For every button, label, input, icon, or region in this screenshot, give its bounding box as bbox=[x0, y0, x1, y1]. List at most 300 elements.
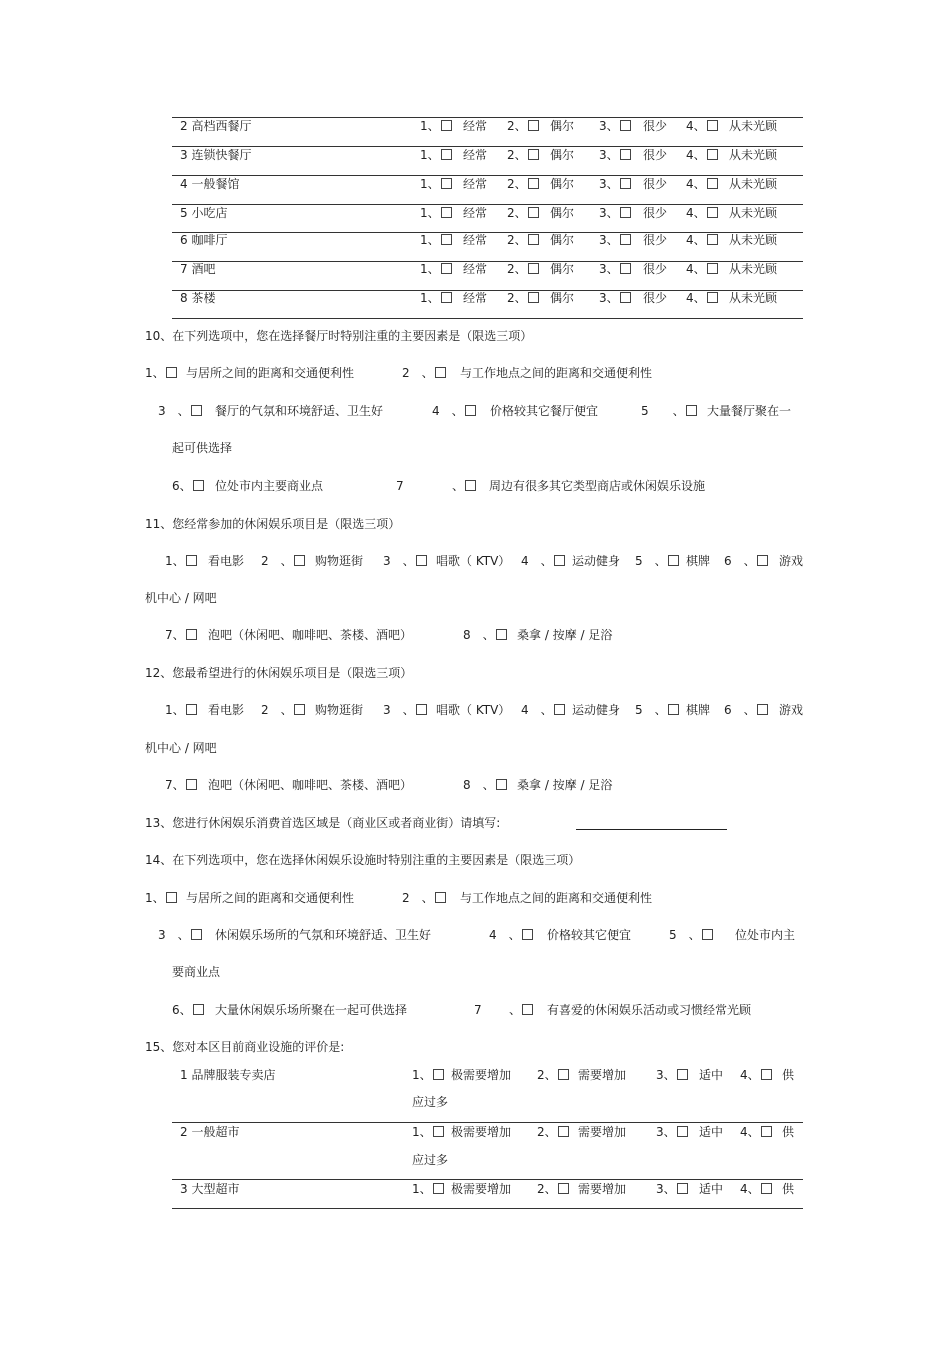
option[interactable] bbox=[172, 479, 205, 493]
option-2[interactable] bbox=[537, 1068, 570, 1082]
option-label: 休闲娱乐场所的气氛和环境舒适、卫生好 bbox=[215, 928, 432, 942]
option-number: 3、 bbox=[599, 291, 619, 305]
checkbox-icon[interactable] bbox=[191, 405, 202, 416]
option-label: 看电影 bbox=[208, 703, 245, 717]
option[interactable] bbox=[261, 703, 306, 717]
option[interactable] bbox=[432, 404, 477, 418]
checkbox-icon[interactable] bbox=[433, 1183, 444, 1194]
row-label: 3 连锁快餐厅 bbox=[180, 148, 252, 162]
option-number: 3、 bbox=[656, 1182, 676, 1196]
checkbox-icon[interactable] bbox=[416, 704, 427, 715]
checkbox-icon[interactable] bbox=[528, 234, 539, 245]
option-1[interactable] bbox=[412, 1068, 445, 1082]
option-number: 4、 bbox=[686, 148, 706, 162]
option-number: 2、 bbox=[507, 291, 527, 305]
row-divider bbox=[172, 175, 803, 176]
option[interactable] bbox=[635, 554, 680, 568]
option-label: 唱歌（ KTV） bbox=[436, 554, 511, 568]
option-4[interactable] bbox=[686, 291, 719, 305]
option-number: 1、 bbox=[420, 119, 440, 133]
option-label: 经常 bbox=[463, 119, 488, 133]
option-label: 经常 bbox=[463, 233, 488, 247]
option-label: 运动健身 bbox=[572, 703, 621, 717]
option[interactable] bbox=[402, 891, 447, 905]
option-number: 1、 bbox=[420, 262, 440, 276]
option-number: 2、 bbox=[507, 233, 527, 247]
option-1[interactable] bbox=[420, 233, 453, 247]
option-number: 2、 bbox=[507, 177, 527, 191]
question-title: 10、在下列选项中，您在选择餐厅时特别注重的主要因素是（限选三项） bbox=[145, 329, 533, 343]
option-number: 2、 bbox=[537, 1125, 557, 1139]
option-number: 3 、 bbox=[383, 703, 415, 717]
option-label: 价格较其它便宜 bbox=[547, 928, 632, 942]
option[interactable] bbox=[165, 703, 198, 717]
checkbox-icon[interactable] bbox=[528, 120, 539, 131]
option-label: 唱歌（ KTV） bbox=[436, 703, 511, 717]
checkbox-icon[interactable] bbox=[186, 629, 197, 640]
option-label: 偶尔 bbox=[550, 119, 575, 133]
option-number: 2 、 bbox=[261, 703, 293, 717]
checkbox-icon[interactable] bbox=[620, 178, 631, 189]
option-number: 3、 bbox=[599, 262, 619, 276]
option-label: 偶尔 bbox=[550, 148, 575, 162]
option-number: 7、 bbox=[165, 778, 185, 792]
checkbox-icon[interactable] bbox=[528, 178, 539, 189]
checkbox-icon[interactable] bbox=[558, 1126, 569, 1137]
checkbox-icon[interactable] bbox=[761, 1126, 772, 1137]
option-4[interactable] bbox=[740, 1182, 773, 1196]
row-label: 4 一般餐馆 bbox=[180, 177, 240, 191]
checkbox-icon[interactable] bbox=[554, 555, 565, 566]
option-label: 从未光顾 bbox=[729, 148, 778, 162]
row-divider bbox=[172, 204, 803, 205]
checkbox-icon[interactable] bbox=[528, 292, 539, 303]
question-title: 15、您对本区目前商业设施的评价是: bbox=[145, 1040, 345, 1054]
option-number: 1、 bbox=[165, 703, 185, 717]
option[interactable] bbox=[463, 778, 508, 792]
checkbox-icon[interactable] bbox=[441, 120, 452, 131]
option-label: 应过多 bbox=[412, 1095, 449, 1109]
option-label: 与工作地点之间的距离和交通便利性 bbox=[460, 366, 653, 380]
option-label: 周边有很多其它类型商店或休闲娱乐设施 bbox=[489, 479, 706, 493]
option-label: 很少 bbox=[643, 148, 668, 162]
option-4[interactable] bbox=[686, 177, 719, 191]
option-label: 从未光顾 bbox=[729, 206, 778, 220]
option-label: 经常 bbox=[463, 148, 488, 162]
option[interactable] bbox=[641, 404, 698, 418]
option-number: 1、 bbox=[412, 1182, 432, 1196]
option-label: 从未光顾 bbox=[729, 119, 778, 133]
option-number: 4、 bbox=[740, 1068, 760, 1082]
option-number: 1、 bbox=[412, 1068, 432, 1082]
option-number: 3、 bbox=[656, 1068, 676, 1082]
option-number: 4、 bbox=[686, 177, 706, 191]
option-2[interactable] bbox=[507, 119, 540, 133]
checkbox-icon[interactable] bbox=[707, 207, 718, 218]
option[interactable] bbox=[383, 554, 428, 568]
checkbox-icon[interactable] bbox=[522, 929, 533, 940]
option-number: 7 bbox=[396, 479, 404, 493]
option-label: 从未光顾 bbox=[729, 262, 778, 276]
row-label: 5 小吃店 bbox=[180, 206, 228, 220]
checkbox-icon[interactable] bbox=[294, 555, 305, 566]
option-number: 8 、 bbox=[463, 628, 495, 642]
checkbox-icon[interactable] bbox=[193, 480, 204, 491]
option-label: 供 bbox=[782, 1182, 795, 1196]
checkbox-icon[interactable] bbox=[620, 263, 631, 274]
option-label: 桑拿 / 按摩 / 足浴 bbox=[517, 778, 613, 792]
checkbox-icon[interactable] bbox=[620, 149, 631, 160]
option[interactable] bbox=[383, 703, 428, 717]
checkbox-icon[interactable] bbox=[435, 367, 446, 378]
row-label: 7 酒吧 bbox=[180, 262, 216, 276]
option-number: 2、 bbox=[507, 206, 527, 220]
option-number: 4 、 bbox=[521, 554, 553, 568]
checkbox-icon[interactable] bbox=[620, 292, 631, 303]
checkbox-icon[interactable] bbox=[433, 1069, 444, 1080]
option-2[interactable] bbox=[507, 233, 540, 247]
option-number: 2、 bbox=[507, 119, 527, 133]
option[interactable] bbox=[489, 928, 534, 942]
checkbox-icon[interactable] bbox=[757, 555, 768, 566]
checkbox-icon[interactable] bbox=[761, 1069, 772, 1080]
option-3[interactable] bbox=[599, 262, 632, 276]
checkbox-icon[interactable] bbox=[465, 480, 476, 491]
option-2[interactable] bbox=[507, 262, 540, 276]
option-number: 4、 bbox=[740, 1182, 760, 1196]
option-label: 机中心 / 网吧 bbox=[145, 591, 217, 605]
option-number: 5 、 bbox=[641, 404, 685, 418]
option-number: 3、 bbox=[599, 206, 619, 220]
option-4[interactable] bbox=[686, 206, 719, 220]
checkbox-icon[interactable] bbox=[620, 120, 631, 131]
option-1[interactable] bbox=[420, 206, 453, 220]
option-label: 偶尔 bbox=[550, 262, 575, 276]
option-label: 大量休闲娱乐场所聚在一起可供选择 bbox=[215, 1003, 408, 1017]
option-label: 适中 bbox=[699, 1182, 724, 1196]
checkbox-icon[interactable] bbox=[522, 1004, 533, 1015]
checkbox-icon[interactable] bbox=[294, 704, 305, 715]
option-number: 2 、 bbox=[402, 366, 434, 380]
checkbox-icon[interactable] bbox=[677, 1183, 688, 1194]
option-label: 游戏 bbox=[779, 703, 804, 717]
option-number: 8 、 bbox=[463, 778, 495, 792]
option-number: 4、 bbox=[686, 233, 706, 247]
option-1[interactable] bbox=[420, 291, 453, 305]
option-label: 需要增加 bbox=[578, 1068, 627, 1082]
checkbox-icon[interactable] bbox=[761, 1183, 772, 1194]
option-label: 棋牌 bbox=[686, 703, 711, 717]
option-number: 1、 bbox=[165, 554, 185, 568]
option-label: 经常 bbox=[463, 291, 488, 305]
option-label: 很少 bbox=[643, 119, 668, 133]
checkbox-icon[interactable] bbox=[757, 704, 768, 715]
option-label: 购物逛街 bbox=[315, 703, 364, 717]
option-3[interactable] bbox=[599, 291, 632, 305]
option-label: 与居所之间的距离和交通便利性 bbox=[186, 891, 355, 905]
checkbox-icon[interactable] bbox=[441, 178, 452, 189]
option-label: 机中心 / 网吧 bbox=[145, 741, 217, 755]
option-label: 看电影 bbox=[208, 554, 245, 568]
option[interactable] bbox=[165, 554, 198, 568]
option-number: 4 、 bbox=[521, 703, 553, 717]
option-label: 位处市内主要商业点 bbox=[215, 479, 324, 493]
checkbox-icon[interactable] bbox=[686, 405, 697, 416]
checkbox-icon[interactable] bbox=[496, 629, 507, 640]
option-4[interactable] bbox=[686, 262, 719, 276]
option-label: 偶尔 bbox=[550, 291, 575, 305]
option-number: 5 、 bbox=[635, 554, 667, 568]
option[interactable] bbox=[521, 554, 566, 568]
option[interactable] bbox=[724, 554, 769, 568]
option[interactable] bbox=[145, 366, 178, 380]
checkbox-icon[interactable] bbox=[558, 1183, 569, 1194]
checkbox-icon[interactable] bbox=[166, 892, 177, 903]
row-label: 2 高档西餐厅 bbox=[180, 119, 252, 133]
row-label: 3 大型超市 bbox=[180, 1182, 240, 1196]
option-number: 4、 bbox=[686, 262, 706, 276]
option-1[interactable] bbox=[420, 148, 453, 162]
option-3[interactable] bbox=[656, 1182, 689, 1196]
checkbox-icon[interactable] bbox=[668, 555, 679, 566]
table-bottom-rule bbox=[172, 318, 803, 319]
option-number: 2、 bbox=[507, 262, 527, 276]
row-divider bbox=[172, 146, 803, 147]
checkbox-icon[interactable] bbox=[707, 292, 718, 303]
option-label: 很少 bbox=[643, 206, 668, 220]
row-label: 6 咖啡厅 bbox=[180, 233, 228, 247]
option-number: 2、 bbox=[537, 1182, 557, 1196]
checkbox-icon[interactable] bbox=[166, 367, 177, 378]
option-4[interactable] bbox=[686, 233, 719, 247]
question-title: 14、在下列选项中，您在选择休闲娱乐设施时特别注重的主要因素是（限选三项） bbox=[145, 853, 581, 867]
checkbox-icon[interactable] bbox=[668, 704, 679, 715]
option-3[interactable] bbox=[599, 177, 632, 191]
option-number: 5 、 bbox=[669, 928, 701, 942]
option[interactable] bbox=[724, 703, 769, 717]
option-2[interactable] bbox=[537, 1125, 570, 1139]
option-label: 从未光顾 bbox=[729, 291, 778, 305]
option-number: 4 、 bbox=[489, 928, 521, 942]
option-number: 1、 bbox=[420, 148, 440, 162]
checkbox-icon[interactable] bbox=[496, 779, 507, 790]
option-4[interactable] bbox=[740, 1068, 773, 1082]
option-label: 适中 bbox=[699, 1125, 724, 1139]
option[interactable] bbox=[158, 928, 203, 942]
checkbox-icon[interactable] bbox=[620, 234, 631, 245]
row-divider bbox=[172, 1122, 803, 1123]
option-label: 要商业点 bbox=[172, 965, 221, 979]
option-number: 1、 bbox=[420, 177, 440, 191]
option-1[interactable] bbox=[412, 1182, 445, 1196]
option-3[interactable] bbox=[656, 1068, 689, 1082]
checkbox-icon[interactable] bbox=[441, 292, 452, 303]
checkbox-icon[interactable] bbox=[528, 207, 539, 218]
option-label: 经常 bbox=[463, 262, 488, 276]
option-4[interactable] bbox=[686, 119, 719, 133]
option[interactable] bbox=[452, 479, 477, 493]
option-number: 4、 bbox=[686, 291, 706, 305]
option-number: 3、 bbox=[599, 148, 619, 162]
checkbox-icon[interactable] bbox=[620, 207, 631, 218]
question-title: 12、您最希望进行的休闲娱乐项目是（限选三项） bbox=[145, 666, 413, 680]
row-label: 8 茶楼 bbox=[180, 291, 216, 305]
option-label: 棋牌 bbox=[686, 554, 711, 568]
checkbox-icon[interactable] bbox=[465, 405, 476, 416]
option-number: 6、 bbox=[172, 1003, 192, 1017]
option-label: 偶尔 bbox=[550, 206, 575, 220]
row-label: 2 一般超市 bbox=[180, 1125, 240, 1139]
checkbox-icon[interactable] bbox=[528, 149, 539, 160]
option-label: 购物逛街 bbox=[315, 554, 364, 568]
option-label: 有喜爱的休闲娱乐活动或习惯经常光顾 bbox=[547, 1003, 752, 1017]
option-label: 供 bbox=[782, 1068, 795, 1082]
option-number: 6、 bbox=[172, 479, 192, 493]
option-1[interactable] bbox=[420, 177, 453, 191]
checkbox-icon[interactable] bbox=[554, 704, 565, 715]
option[interactable] bbox=[509, 1003, 534, 1017]
option-label: 从未光顾 bbox=[729, 233, 778, 247]
option-3[interactable] bbox=[599, 148, 632, 162]
option[interactable] bbox=[145, 891, 178, 905]
option-label: 经常 bbox=[463, 206, 488, 220]
option-label: 桑拿 / 按摩 / 足浴 bbox=[517, 628, 613, 642]
option-number: 4 、 bbox=[432, 404, 464, 418]
option-number: 4、 bbox=[740, 1125, 760, 1139]
option-number: 3、 bbox=[599, 233, 619, 247]
option-label: 极需要增加 bbox=[451, 1182, 512, 1196]
option-label: 价格较其它餐厅便宜 bbox=[490, 404, 599, 418]
checkbox-icon[interactable] bbox=[558, 1069, 569, 1080]
option[interactable] bbox=[521, 703, 566, 717]
option-label: 与工作地点之间的距离和交通便利性 bbox=[460, 891, 653, 905]
option-1[interactable] bbox=[420, 262, 453, 276]
checkbox-icon[interactable] bbox=[186, 704, 197, 715]
option-number: 6 、 bbox=[724, 554, 756, 568]
option-2[interactable] bbox=[507, 291, 540, 305]
option-2[interactable] bbox=[507, 148, 540, 162]
option-number: 1、 bbox=[145, 891, 165, 905]
option-3[interactable] bbox=[656, 1125, 689, 1139]
checkbox-icon[interactable] bbox=[441, 207, 452, 218]
option-label: 偶尔 bbox=[550, 233, 575, 247]
option[interactable] bbox=[172, 1003, 205, 1017]
option-2[interactable] bbox=[507, 206, 540, 220]
option-number: 4、 bbox=[686, 206, 706, 220]
question-title: 13、您进行休闲娱乐消费首选区域是（商业区或者商业街）请填写: bbox=[145, 816, 501, 830]
option[interactable] bbox=[463, 628, 508, 642]
checkbox-icon[interactable] bbox=[441, 149, 452, 160]
option-3[interactable] bbox=[599, 233, 632, 247]
option-label: 泡吧（休闲吧、咖啡吧、茶楼、酒吧） bbox=[208, 778, 413, 792]
option-number: 6 、 bbox=[724, 703, 756, 717]
checkbox-icon[interactable] bbox=[186, 555, 197, 566]
checkbox-icon[interactable] bbox=[433, 1126, 444, 1137]
option-number: 3 、 bbox=[158, 928, 190, 942]
option-number: 2、 bbox=[537, 1068, 557, 1082]
option-label: 与居所之间的距离和交通便利性 bbox=[186, 366, 355, 380]
table-bottom-rule bbox=[172, 1208, 803, 1209]
option-number: 1、 bbox=[412, 1125, 432, 1139]
option-label: 供 bbox=[782, 1125, 795, 1139]
option-2[interactable] bbox=[507, 177, 540, 191]
checkbox-icon[interactable] bbox=[677, 1126, 688, 1137]
checkbox-icon[interactable] bbox=[702, 929, 713, 940]
checkbox-icon[interactable] bbox=[707, 149, 718, 160]
option-number: 3 、 bbox=[383, 554, 415, 568]
option-number: 1、 bbox=[145, 366, 165, 380]
option-number: 3、 bbox=[656, 1125, 676, 1139]
option-label: 泡吧（休闲吧、咖啡吧、茶楼、酒吧） bbox=[208, 628, 413, 642]
option-4[interactable] bbox=[686, 148, 719, 162]
checkbox-icon[interactable] bbox=[707, 263, 718, 274]
option-label: 很少 bbox=[643, 233, 668, 247]
option-label: 大量餐厅聚在一 bbox=[707, 404, 792, 418]
checkbox-icon[interactable] bbox=[441, 234, 452, 245]
fill-in-blank[interactable] bbox=[576, 829, 727, 830]
option-3[interactable] bbox=[599, 206, 632, 220]
option-label: 餐厅的气氛和环境舒适、卫生好 bbox=[215, 404, 384, 418]
checkbox-icon[interactable] bbox=[186, 779, 197, 790]
option-number: 7 bbox=[474, 1003, 482, 1017]
checkbox-icon[interactable] bbox=[416, 555, 427, 566]
option-number: 4、 bbox=[686, 119, 706, 133]
option-4[interactable] bbox=[740, 1125, 773, 1139]
option-1[interactable] bbox=[412, 1125, 445, 1139]
checkbox-icon[interactable] bbox=[441, 263, 452, 274]
option-label: 应过多 bbox=[412, 1153, 449, 1167]
option[interactable] bbox=[165, 778, 198, 792]
option-number: 7、 bbox=[165, 628, 185, 642]
option-number: 5 、 bbox=[635, 703, 667, 717]
option[interactable] bbox=[669, 928, 714, 942]
option-number: 2、 bbox=[507, 148, 527, 162]
checkbox-icon[interactable] bbox=[707, 178, 718, 189]
option-3[interactable] bbox=[599, 119, 632, 133]
option-number: 、 bbox=[452, 479, 465, 493]
option[interactable] bbox=[261, 554, 306, 568]
checkbox-icon[interactable] bbox=[435, 892, 446, 903]
option[interactable] bbox=[158, 404, 203, 418]
option-label: 起可供选择 bbox=[172, 441, 233, 455]
option-label: 位处市内主 bbox=[735, 928, 796, 942]
option-label: 经常 bbox=[463, 177, 488, 191]
option-number: 1、 bbox=[420, 291, 440, 305]
checkbox-icon[interactable] bbox=[191, 929, 202, 940]
option[interactable] bbox=[165, 628, 198, 642]
option-label: 游戏 bbox=[779, 554, 804, 568]
question-title: 11、您经常参加的休闲娱乐项目是（限选三项） bbox=[145, 517, 401, 531]
checkbox-icon[interactable] bbox=[707, 120, 718, 131]
checkbox-icon[interactable] bbox=[707, 234, 718, 245]
option[interactable] bbox=[635, 703, 680, 717]
option[interactable] bbox=[402, 366, 447, 380]
checkbox-icon[interactable] bbox=[677, 1069, 688, 1080]
option-number: 1、 bbox=[420, 206, 440, 220]
option-number: 3、 bbox=[599, 119, 619, 133]
option-label: 偶尔 bbox=[550, 177, 575, 191]
option-label: 极需要增加 bbox=[451, 1068, 512, 1082]
option-2[interactable] bbox=[537, 1182, 570, 1196]
checkbox-icon[interactable] bbox=[528, 263, 539, 274]
option-number: 3 、 bbox=[158, 404, 190, 418]
option-1[interactable] bbox=[420, 119, 453, 133]
option-label: 很少 bbox=[643, 177, 668, 191]
option-number: 2 、 bbox=[402, 891, 434, 905]
row-label: 1 品牌服装专卖店 bbox=[180, 1068, 276, 1082]
option-number: 3、 bbox=[599, 177, 619, 191]
checkbox-icon[interactable] bbox=[193, 1004, 204, 1015]
